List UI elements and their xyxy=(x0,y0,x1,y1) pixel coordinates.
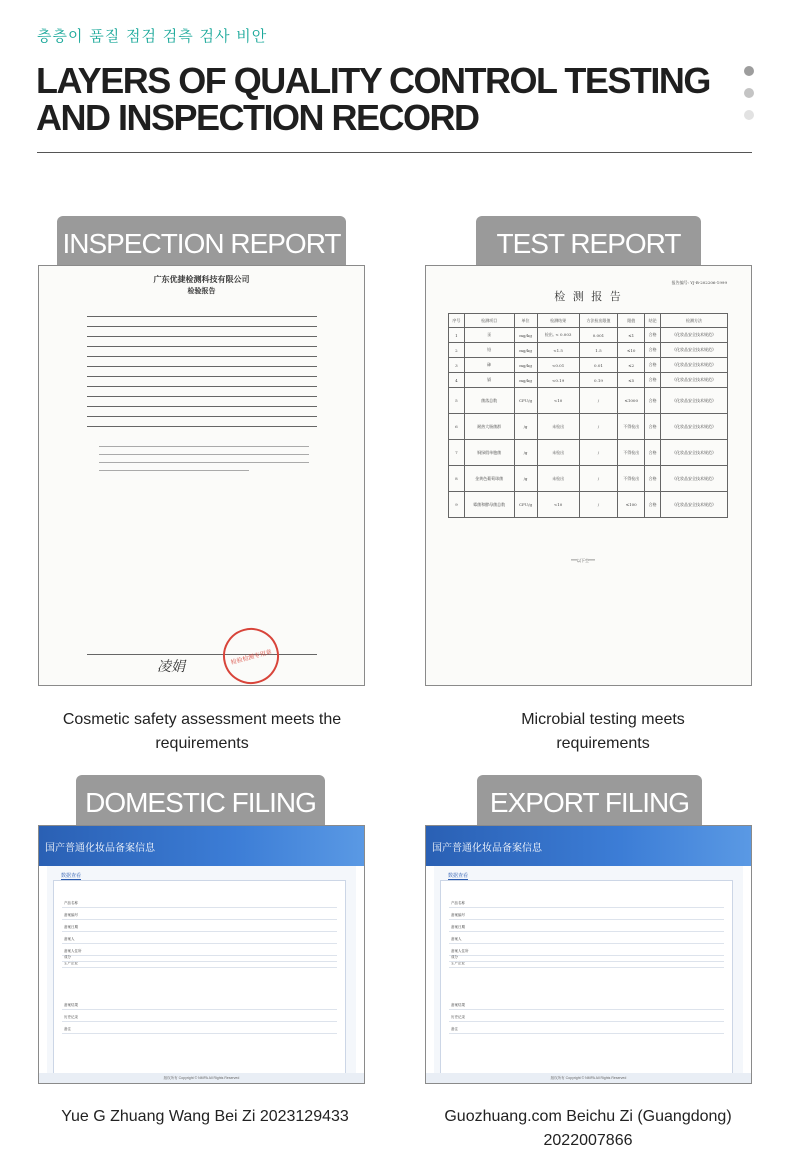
header-divider xyxy=(37,152,752,153)
table-cell: mg/kg xyxy=(514,328,537,343)
filing-field-label: 生产企业 xyxy=(451,961,465,965)
table-cell: 《化妆品安全技术规范》 xyxy=(660,343,727,358)
domestic-filing-page xyxy=(39,826,364,1083)
table-cell: 合格 xyxy=(645,388,661,414)
table-cell: 9 xyxy=(449,492,465,518)
filing-field-label: 历史记录 xyxy=(64,1015,78,1019)
domestic-filing-screenshot xyxy=(38,825,365,1084)
table-cell: / xyxy=(579,414,617,440)
data-view-tab[interactable]: 数据查看 xyxy=(448,873,469,879)
test-report-heading: 检 测 报 告 xyxy=(554,290,623,303)
filing-footer: 版权所有 Copyright © NMPA All Rights Reserved xyxy=(426,1073,751,1083)
table-row xyxy=(449,492,728,518)
scan-rule xyxy=(87,376,317,377)
table-cell: 菌落总数 xyxy=(464,388,514,414)
table-cell: /g xyxy=(514,466,537,492)
table-cell: 未检出 xyxy=(537,414,579,440)
table-cell: ≤100 xyxy=(618,492,645,518)
filing-field-label: 成分 xyxy=(64,955,71,959)
scan-rule xyxy=(87,426,317,427)
table-cell: 金黄色葡萄球菌 xyxy=(464,466,514,492)
table-cell: mg/kg xyxy=(514,358,537,373)
filing-field-label: 备注 xyxy=(451,1027,458,1031)
indicator-dot-2[interactable] xyxy=(744,88,754,98)
filing-field-row xyxy=(62,899,337,908)
filing-field-row xyxy=(449,935,724,944)
inspection-stamp xyxy=(217,622,286,686)
table-cell: 1.5 xyxy=(579,343,617,358)
table-cell: 合格 xyxy=(645,343,661,358)
table-cell: 7 xyxy=(449,440,465,466)
scan-rule xyxy=(87,356,317,357)
table-row xyxy=(449,414,728,440)
table-cell: 1 xyxy=(449,328,465,343)
table-cell: 铜绿假单胞菌 xyxy=(464,440,514,466)
table-cell: 《化妆品安全技术规范》 xyxy=(660,388,727,414)
test-report-caption: Microbial testing meets requirements xyxy=(521,711,685,752)
filing-field-row xyxy=(62,1001,337,1010)
table-cell: CFU/g xyxy=(514,388,537,414)
table-cell: / xyxy=(579,466,617,492)
table-cell: 检出, < 0.003 xyxy=(537,328,579,343)
filing-field-label: 生产企业 xyxy=(64,961,78,965)
table-cell: 合格 xyxy=(645,492,661,518)
table-cell: 汞 xyxy=(464,328,514,343)
inspection-company-name: 广东优捷检测科技有限公司 xyxy=(153,274,250,284)
table-cell: 霉菌和酵母菌总数 xyxy=(464,492,514,518)
table-cell: / xyxy=(579,440,617,466)
table-cell: 《化妆品安全技术规范》 xyxy=(660,440,727,466)
table-cell: 《化妆品安全技术规范》 xyxy=(660,466,727,492)
filing-banner xyxy=(39,826,364,866)
table-cell: 5 xyxy=(449,388,465,414)
inspection-heading: 检验报告 xyxy=(187,286,216,295)
table-row xyxy=(449,466,728,492)
scan-rule xyxy=(87,366,317,367)
table-cell: /g xyxy=(514,440,537,466)
scan-rule xyxy=(99,454,309,455)
table-cell: CFU/g xyxy=(514,492,537,518)
domestic-filing-tab-label: DOMESTIC FILING xyxy=(85,787,316,818)
domestic-filing-caption: Yue G Zhuang Wang Bei Zi 2023129433 xyxy=(61,1108,349,1125)
filing-field-label: 备案编号 xyxy=(64,913,78,917)
scan-rule xyxy=(87,416,317,417)
table-cell: <1.5 xyxy=(537,343,579,358)
table-cell: / xyxy=(579,492,617,518)
export-filing-tab-label: EXPORT FILING xyxy=(489,787,690,818)
filing-field-row xyxy=(62,935,337,944)
scan-rule xyxy=(87,406,317,407)
filing-field-row xyxy=(449,899,724,908)
table-cell: 耐热大肠菌群 xyxy=(464,414,514,440)
inspection-report-tab-label: INSPECTION REPORT xyxy=(62,228,341,259)
page-indicator-dots xyxy=(744,66,754,132)
filing-field-row xyxy=(449,1025,724,1034)
export-filing-page xyxy=(426,826,751,1083)
table-cell: ≤2 xyxy=(618,358,645,373)
table-cell: 《化妆品安全技术规范》 xyxy=(660,492,727,518)
table-cell: ≤1 xyxy=(618,328,645,343)
filing-field-row xyxy=(62,923,337,932)
table-cell: 镉 xyxy=(464,373,514,388)
filing-field-label: 备注 xyxy=(64,1027,71,1031)
filing-field-label: 备案人 xyxy=(451,937,462,941)
filing-field-label: 产品名称 xyxy=(64,901,78,905)
table-cell: 0.001 xyxy=(579,328,617,343)
test-report-document xyxy=(425,265,752,686)
table-cell: ≤10 xyxy=(618,343,645,358)
scan-rule xyxy=(87,386,317,387)
filing-panel xyxy=(434,866,743,1079)
table-cell: 合格 xyxy=(645,328,661,343)
col-header: 方法检出限值 xyxy=(579,314,617,328)
table-row xyxy=(449,440,728,466)
test-report-tab xyxy=(476,216,701,272)
scan-rule xyxy=(87,346,317,347)
test-results-table xyxy=(448,313,728,518)
filing-field-label: 备案人 xyxy=(64,937,75,941)
col-header: 检测项目 xyxy=(464,314,514,328)
filing-field-label: 产品名称 xyxy=(451,901,465,905)
filing-field-label: 成分 xyxy=(451,955,458,959)
table-row xyxy=(449,388,728,414)
inspection-report-scan xyxy=(39,266,364,685)
table-cell: 0.01 xyxy=(579,358,617,373)
test-report-scan xyxy=(426,266,751,685)
table-end-note: ***以下空*** xyxy=(571,558,595,563)
col-header: 检测结果 xyxy=(537,314,579,328)
scan-rule xyxy=(87,396,317,397)
table-cell: 合格 xyxy=(645,373,661,388)
filing-field-row xyxy=(449,923,724,932)
filing-record xyxy=(53,880,346,1084)
filing-field-row xyxy=(62,911,337,920)
table-cell: mg/kg xyxy=(514,373,537,388)
inspection-stamp-text: 检验检测专用章 xyxy=(230,648,273,666)
table-cell: 不得检出 xyxy=(618,466,645,492)
filing-field-row xyxy=(62,953,337,962)
filing-field-row xyxy=(449,911,724,920)
filing-field-label: 备案日期 xyxy=(451,925,465,929)
filing-field-row xyxy=(62,1013,337,1022)
table-cell: 0.19 xyxy=(579,373,617,388)
inspection-report-caption: Cosmetic safety assessment meets the requirements xyxy=(62,711,342,752)
test-report-tab-label: TEST REPORT xyxy=(496,228,681,259)
table-cell: <10 xyxy=(537,492,579,518)
table-cell: 《化妆品安全技术规范》 xyxy=(660,328,727,343)
table-cell: 合格 xyxy=(645,414,661,440)
filing-field-label: 备案人住所 xyxy=(64,949,82,953)
filing-footer: 版权所有 Copyright © NMPA All Rights Reserved xyxy=(39,1073,364,1083)
table-cell: 砷 xyxy=(464,358,514,373)
table-cell: 合格 xyxy=(645,358,661,373)
table-row xyxy=(449,343,728,358)
inspection-report-document xyxy=(38,265,365,686)
filing-field-row xyxy=(62,1025,337,1034)
export-filing-tab xyxy=(477,775,702,831)
table-cell: ≤1000 xyxy=(618,388,645,414)
korean-subtitle: 층층이 품질 점검 검측 검사 비안 xyxy=(37,27,268,45)
table-cell: 不得检出 xyxy=(618,440,645,466)
export-filing-screenshot xyxy=(425,825,752,1084)
filing-field-label: 历史记录 xyxy=(451,1015,465,1019)
filing-field-row xyxy=(449,1013,724,1022)
inspector-signature: 凌娟 xyxy=(157,659,185,675)
table-cell: 3 xyxy=(449,358,465,373)
scan-rule xyxy=(99,446,309,447)
filing-field-row xyxy=(449,1001,724,1010)
table-cell: 4 xyxy=(449,373,465,388)
scan-rule xyxy=(87,336,317,337)
report-number: 报告编号: YJ-B-202206-1999 xyxy=(671,280,727,285)
table-cell: 2 xyxy=(449,343,465,358)
table-cell: <0.01 xyxy=(537,358,579,373)
filing-banner xyxy=(426,826,751,866)
table-cell: / xyxy=(579,388,617,414)
filing-field-label: 备案人住所 xyxy=(451,949,469,953)
scan-rule xyxy=(87,654,317,655)
col-header: 检测方法 xyxy=(660,314,727,328)
data-view-tab[interactable]: 数据查看 xyxy=(61,873,82,879)
table-cell: /g xyxy=(514,414,537,440)
filing-field-label: 备案日期 xyxy=(64,925,78,929)
table-cell: mg/kg xyxy=(514,343,537,358)
inspection-report-tab xyxy=(57,216,346,272)
table-row xyxy=(449,328,728,343)
indicator-dot-3[interactable] xyxy=(744,110,754,120)
indicator-dot-1[interactable] xyxy=(744,66,754,76)
table-cell: 未检出 xyxy=(537,440,579,466)
col-header: 结论 xyxy=(645,314,661,328)
col-header: 单位 xyxy=(514,314,537,328)
domestic-filing-tab xyxy=(76,775,325,831)
table-cell: 6 xyxy=(449,414,465,440)
table-cell: <10 xyxy=(537,388,579,414)
filing-banner-title: 国产普通化妆品备案信息 xyxy=(45,843,155,854)
table-row xyxy=(449,373,728,388)
table-cell: 《化妆品安全技术规范》 xyxy=(660,358,727,373)
table-cell: 未检出 xyxy=(537,466,579,492)
table-cell: 铅 xyxy=(464,343,514,358)
table-cell: 不得检出 xyxy=(618,414,645,440)
filing-banner-title: 国产普通化妆品备案信息 xyxy=(432,843,542,854)
filing-record xyxy=(440,880,733,1084)
scan-rule xyxy=(99,470,249,471)
table-cell: 合格 xyxy=(645,440,661,466)
filing-field-row xyxy=(449,953,724,962)
scan-rule xyxy=(87,316,317,317)
filing-field-label: 备案编号 xyxy=(451,913,465,917)
filing-field-label: 备案结果 xyxy=(64,1003,78,1007)
table-cell: 《化妆品安全技术规范》 xyxy=(660,414,727,440)
table-cell: <0.19 xyxy=(537,373,579,388)
scan-rule xyxy=(87,326,317,327)
filing-panel xyxy=(47,866,356,1079)
export-filing-caption: Guozhuang.com Beichu Zi (Guangdong) 2022007866 xyxy=(444,1108,732,1149)
col-header: 限值 xyxy=(618,314,645,328)
table-cell: ≤5 xyxy=(618,373,645,388)
page-title: LAYERS OF QUALITY CONTROL TESTING AND INSPECTION RECORD xyxy=(36,60,710,138)
col-header: 序号 xyxy=(449,314,465,328)
filing-field-label: 备案结果 xyxy=(451,1003,465,1007)
table-cell: 《化妆品安全技术规范》 xyxy=(660,373,727,388)
table-cell: 8 xyxy=(449,466,465,492)
table-cell: 合格 xyxy=(645,466,661,492)
table-row xyxy=(449,358,728,373)
scan-rule xyxy=(99,462,309,463)
